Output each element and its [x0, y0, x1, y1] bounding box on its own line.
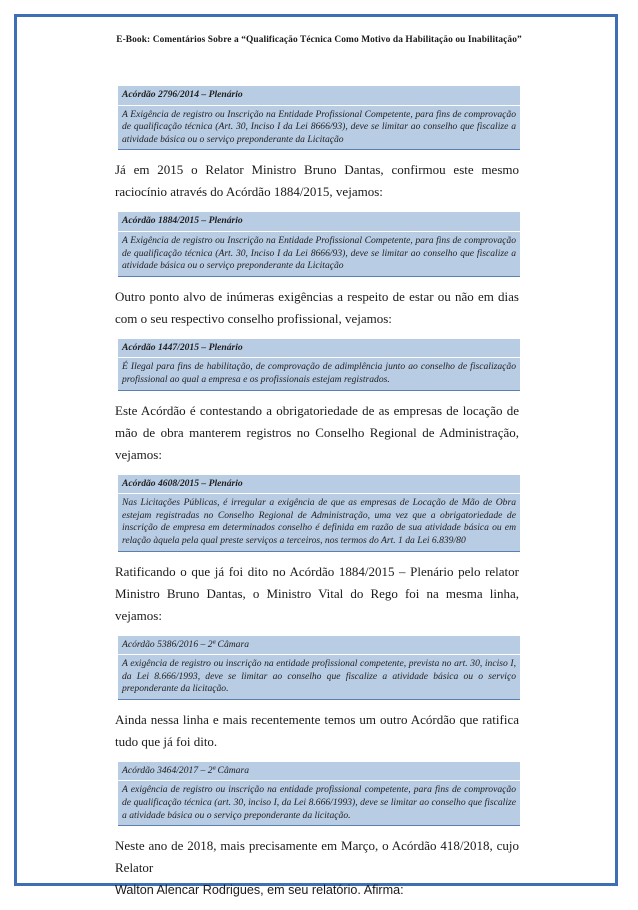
quote-title: Acórdão 5386/2016 – 2ª Câmara [118, 636, 520, 656]
quote-text: A exigência de registro ou inscrição na entidade profissional competente, para fins de comprovação de qualificação técnica (art. 30, inciso I, da Lei 8.666/1993), deve se limitar ao conselho que fiscalize a atividade básica ou o serviço preponderante da licitação. [122, 784, 516, 821]
quote-title: Acórdão 1884/2015 – Plenário [118, 212, 520, 232]
paragraph: Outro ponto alvo de inúmeras exigências a respeito de estar ou não em dias com o seu respectivo conselho profissional, vejamos: [115, 288, 519, 326]
quote-box [118, 212, 520, 276]
quote-box [118, 475, 520, 552]
quote-title: Acórdão 3464/2017 – 2ª Câmara [118, 762, 520, 782]
paragraph: Este Acórdão é contestando a obrigatoriedade de as empresas de locação de mão de obra manterem registros no Conselho Regional de Administração, vejamos: [115, 402, 519, 462]
quote-title: Acórdão 4608/2015 – Plenário [118, 475, 520, 495]
quote-text: A exigência de registro ou inscrição na entidade profissional competente, prevista no art. 30, inciso I, da Lei 8.666/1993, deve se limitar ao conselho que fiscalize a atividade básica ou o serviço preponderante da licitação. [122, 658, 516, 695]
paragraph: Ratificando o que já foi dito no Acórdão 1884/2015 – Plenário pelo relator Ministro Bruno Dantas, o Ministro Vital do Rego foi na mesma linha, vejamos: [115, 563, 519, 623]
quote-text: A Exigência de registro ou Inscrição na Entidade Profissional Competente, para fins de comprovação de qualificação técnica (Art. 30, Inciso I da Lei 8666/93), deve se limitar ao conselho que fiscalize a atividade básica ou o serviço preponderante da Licitação [122, 108, 516, 145]
quote-title: Acórdão 1447/2015 – Plenário [118, 339, 520, 359]
paragraph: Ainda nessa linha e mais recentemente temos um outro Acórdão que ratifica tudo que já foi dito. [115, 711, 519, 749]
paragraph: Neste ano de 2018, mais precisamente em Março, o Acórdão 418/2018, cujo Relator [115, 838, 519, 876]
document-body [115, 86, 521, 910]
page-header: E-Book: Comentários Sobre a “Qualificação Técnica Como Motivo da Habilitação ou Inabilitação” [116, 35, 522, 45]
quote-text: Nas Licitações Públicas, é irregular a exigência de que as empresas de Locação de Mão de Obra estejam registradas no Conselho Regional de Administração, uma vez que a obrigatoriedade de inscrição de empresa em determinados conselho é definida em razão de sua atividade básica ou em relação àquela pela qual preste serviços a terceiros, nos termos do Art. 1 da Lei 6.839/80 [122, 497, 516, 546]
quote-text: É Ilegal para fins de habilitação, de comprovação de adimplência junto ao conselho de fiscalização profissional ao qual a empresa e os profissionais estejam registrados. [122, 361, 516, 385]
paragraph: Já em 2015 o Relator Ministro Bruno Dantas, confirmou este mesmo raciocínio através do Acórdão 1884/2015, vejamos: [115, 162, 519, 200]
paragraph: Walton Alencar Rodrigues, em seu relatório. Afirma: [115, 883, 404, 898]
quote-text: A Exigência de registro ou Inscrição na Entidade Profissional Competente, para fins de comprovação de qualificação técnica (Art. 30, Inciso I da Lei 8666/93), deve se limitar ao conselho que fiscalize a atividade básica ou o serviço preponderante da Licitação [122, 234, 516, 272]
quote-box [118, 339, 520, 391]
quote-box [118, 762, 520, 826]
quote-title: Acórdão 2796/2014 – Plenário [118, 86, 520, 106]
quote-box [118, 86, 520, 150]
quote-box [118, 636, 520, 700]
